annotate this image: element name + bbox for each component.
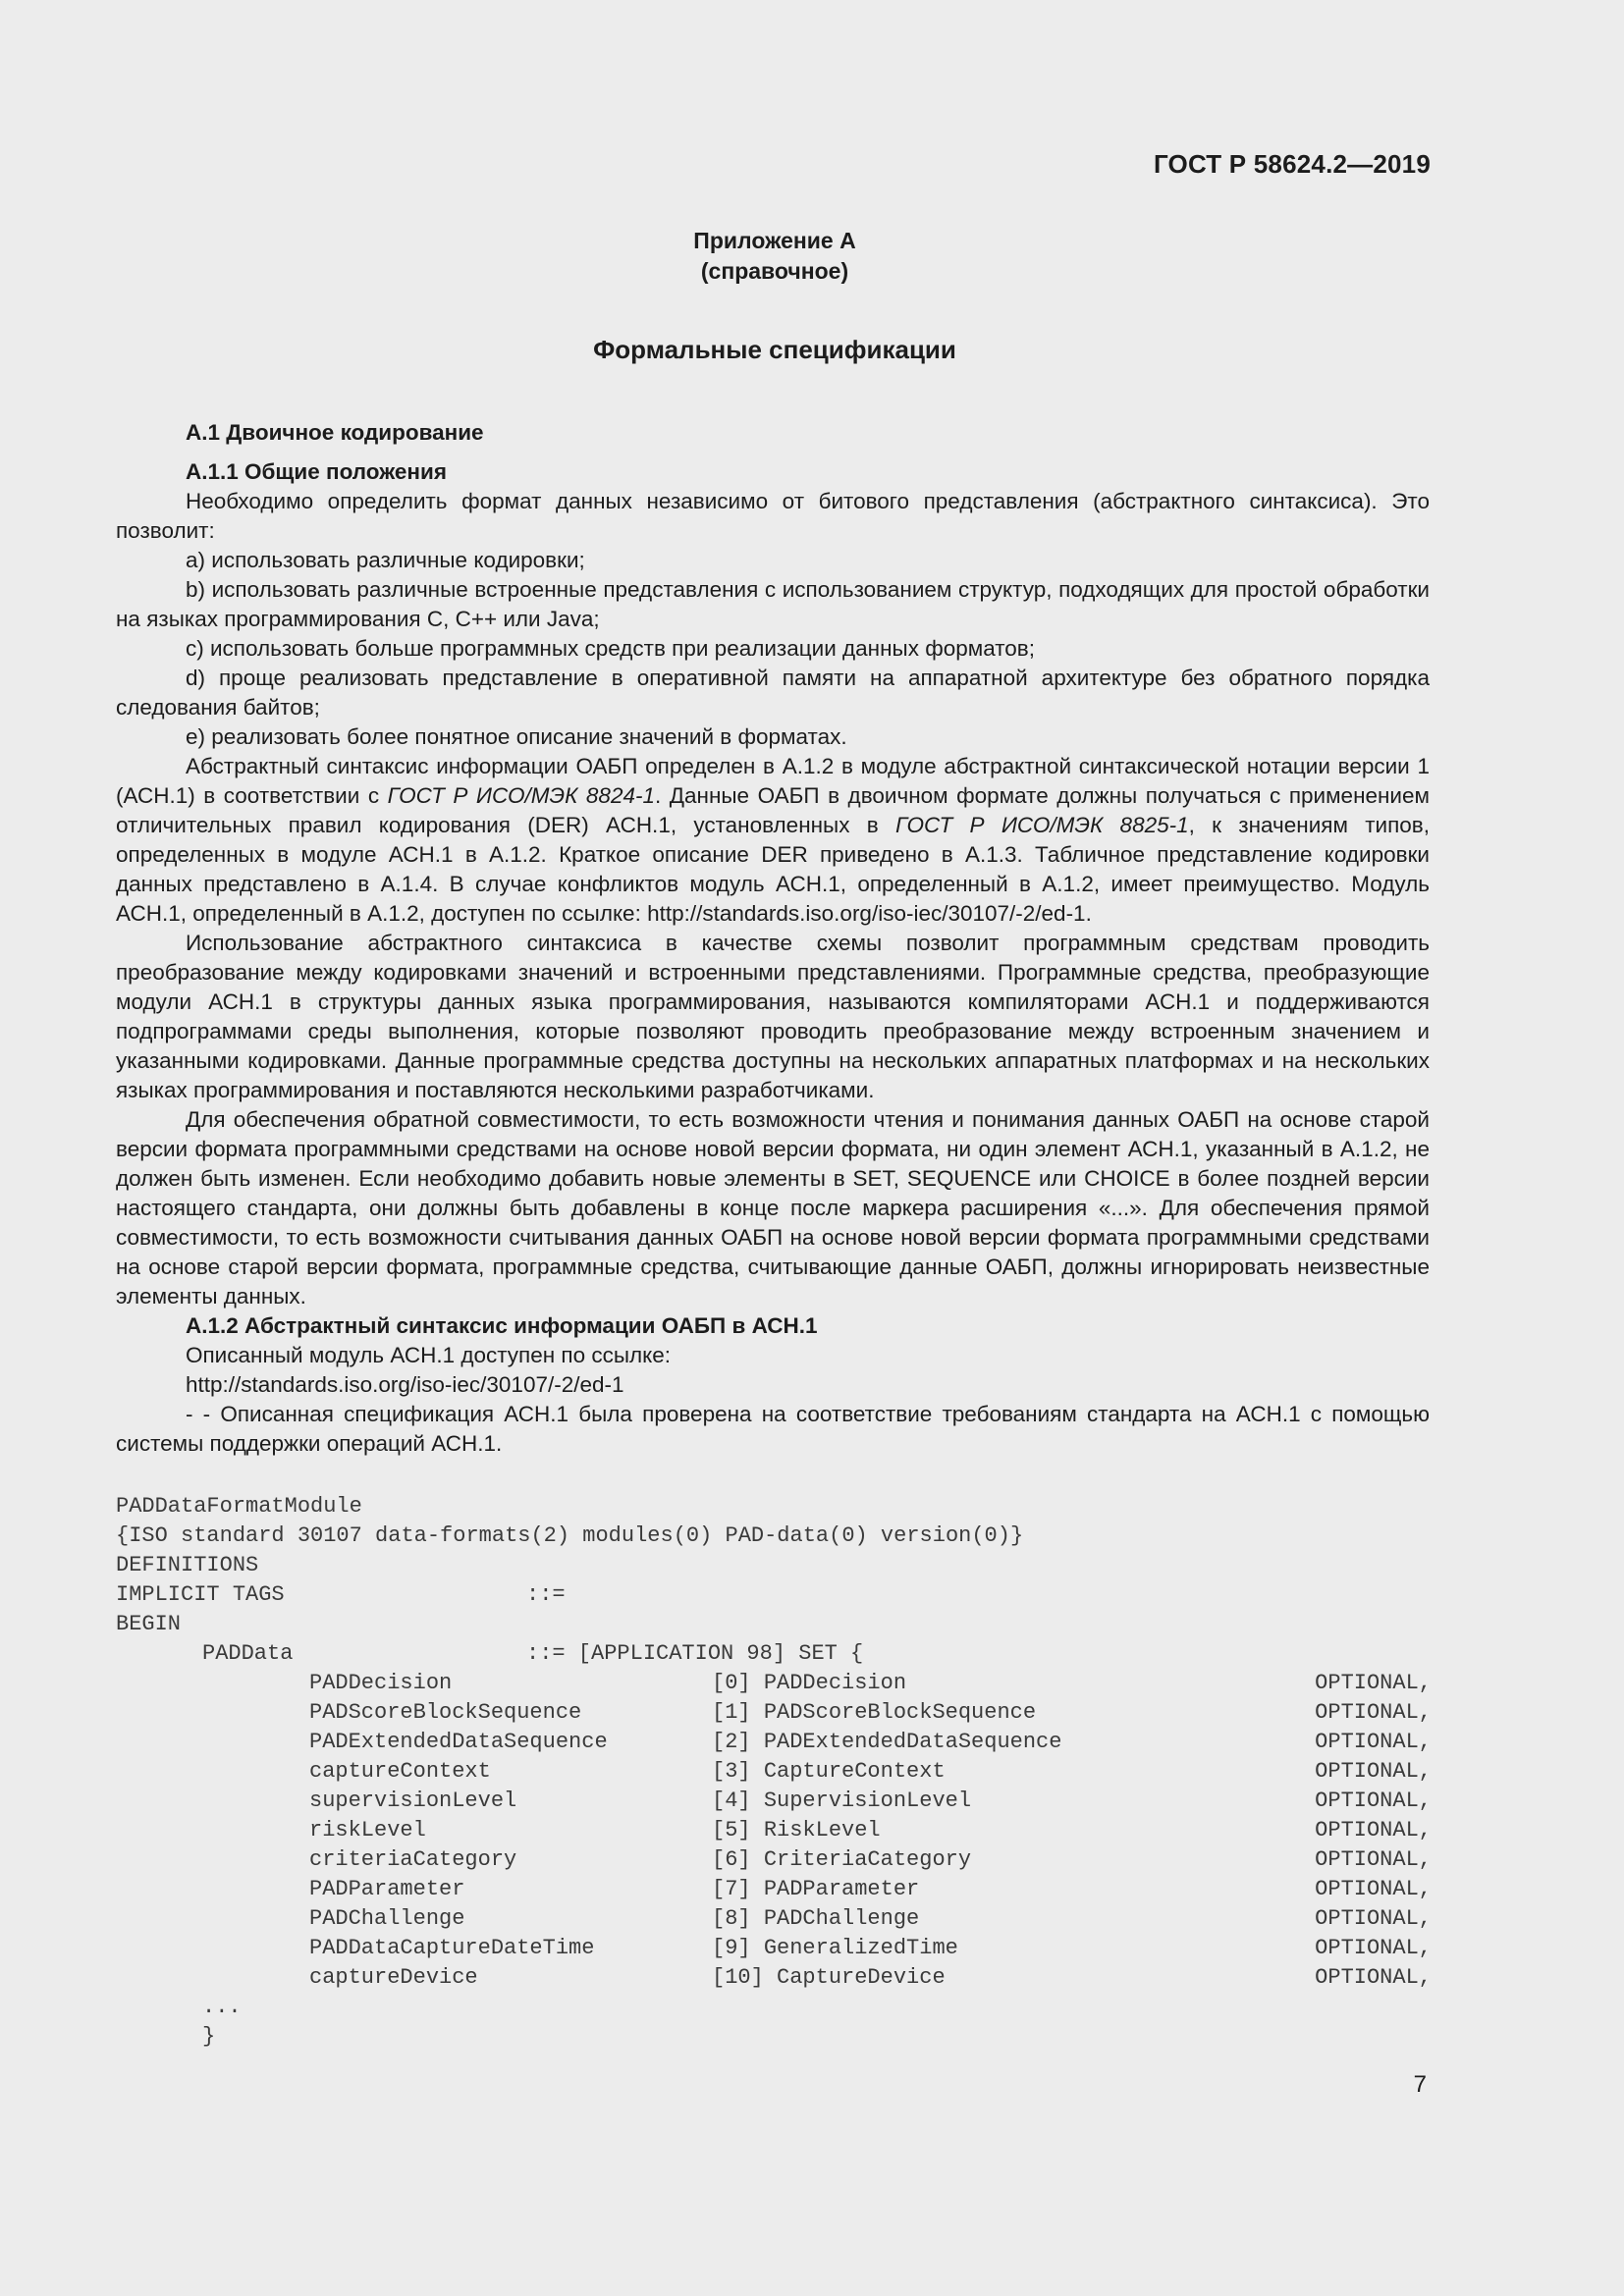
field-optional: OPTIONAL,: [1315, 1671, 1432, 1695]
code-ellipsis: ...: [202, 1995, 242, 2019]
section-heading-a12: А.1.2 Абстрактный синтаксис информации ОАБП в АСН.1: [186, 1313, 818, 1338]
field-tag-type: [712, 1698, 1036, 1728]
field-optional: OPTIONAL,: [1315, 1847, 1432, 1872]
code-definitions: DEFINITIONS: [116, 1553, 259, 1577]
field-tag-type: [712, 1787, 971, 1816]
field-tag-type: [712, 1934, 958, 1963]
code-field-row: [116, 1845, 1432, 1875]
asn1-code-block: [116, 1492, 1432, 2052]
field-optional: OPTIONAL,: [1315, 1700, 1432, 1725]
code-field-row: [116, 1787, 1432, 1816]
document-title: Формальные спецификации: [593, 335, 956, 364]
code-implicit-tags: IMPLICIT TAGS: [116, 1582, 285, 1607]
code-field-row: [116, 1904, 1432, 1934]
section-heading-a11: А.1.1 Общие положения: [186, 459, 447, 484]
verification-note: - - Описанная спецификация АСН.1 была проверена на соответствие требованиям стандарта на АСН.1 с помощью системы поддержки операций АСН.1.: [116, 1402, 1430, 1456]
field-name: supervisionLevel: [309, 1789, 517, 1813]
paragraph-compatibility: Для обеспечения обратной совместимости, то есть возможности чтения и понимания данных ОАБП на основе старой версии формата программными средствами на основе новой версии формата, ни один элемент АСН.1, указанный в А.1.2, не должен быть изменен. Если необходимо добавить новые элементы в SET, SEQUENCE или CHOICE в более поздней версии настоящего стандарта, они должны быть добавлены в конце после маркера расширения «...». Для обеспечения прямой совместимости, то есть возможности считывания данных ОАБП на основе новой версии формата программными средствами на основе старой версии формата, программные средства, считывающие данные ОАБП, должны игнорировать неизвестные элементы данных.: [116, 1107, 1430, 1308]
page-number: 7: [1413, 2071, 1427, 2098]
field-tag-type: [712, 1816, 881, 1845]
module-url: http://standards.iso.org/iso-iec/30107/-2/ed-1: [186, 1372, 624, 1397]
field-type: PADChallenge: [763, 1906, 920, 1931]
field-tag-type: [712, 1904, 919, 1934]
list-item: b) использовать различные встроенные представления с использованием структур, подходящих для простой обработки на языках программирования C, C++ или Java;: [116, 577, 1430, 631]
paragraph-syntax-part-a: Абстрактный синтаксис информации ОАБП определен в А.1.2 в модуле абстрактной синтаксической нотации версии 1 (АСН.1) в соответствии с: [116, 754, 1430, 808]
section-heading-a1: А.1 Двоичное кодирование: [186, 420, 484, 445]
field-tag: [6]: [712, 1847, 751, 1872]
field-optional: OPTIONAL,: [1315, 1906, 1432, 1931]
code-module-name: PADDataFormatModule: [116, 1494, 362, 1519]
reference-gost-8824-1: ГОСТ Р ИСО/МЭК 8824-1: [387, 783, 655, 808]
field-type: CaptureDevice: [777, 1965, 946, 1990]
field-name: PADParameter: [309, 1877, 465, 1901]
field-type: GeneralizedTime: [763, 1936, 958, 1960]
field-tag: [1]: [712, 1700, 751, 1725]
field-type: PADParameter: [763, 1877, 920, 1901]
field-type: CriteriaCategory: [763, 1847, 972, 1872]
paragraph-schema: Использование абстрактного синтаксиса в качестве схемы позволит программным средствам проводить преобразование между кодировками значений и встроенными представлениями. Программные средства, преобразующие модули АСН.1 в структуры данных языка программирования, называются компиляторами АСН.1 и поддерживаются подпрограммами среды выполнения, которые позволяют проводить преобразование между встроенным значением и указанными кодировками. Данные программные средства доступны на нескольких аппаратных платформах и на нескольких языках программирования и поставляются несколькими разработчиками.: [116, 931, 1430, 1102]
field-tag: [10]: [712, 1965, 764, 1990]
code-field-row: [116, 1875, 1432, 1904]
field-tag-type: [712, 1845, 971, 1875]
list-item: a) использовать различные кодировки;: [186, 548, 585, 572]
field-type: CaptureContext: [763, 1759, 946, 1784]
paragraph-intro: Необходимо определить формат данных независимо от битового представления (абстрактного синтаксиса). Это позволит:: [116, 489, 1430, 543]
field-tag: [4]: [712, 1789, 751, 1813]
annex-heading: [0, 226, 1549, 287]
field-tag-type: [712, 1728, 1061, 1757]
field-tag: [8]: [712, 1906, 751, 1931]
code-field-row: [116, 1698, 1432, 1728]
list-item: c) использовать больше программных средств при реализации данных форматов;: [186, 636, 1035, 661]
field-optional: OPTIONAL,: [1315, 1730, 1432, 1754]
field-optional: OPTIONAL,: [1315, 1936, 1432, 1960]
field-name: captureContext: [309, 1759, 491, 1784]
field-tag: [5]: [712, 1818, 751, 1842]
field-optional: OPTIONAL,: [1315, 1759, 1432, 1784]
field-name: captureDevice: [309, 1965, 478, 1990]
field-name: criteriaCategory: [309, 1847, 517, 1872]
field-tag-type: [712, 1757, 946, 1787]
code-field-row: [116, 1963, 1432, 1993]
field-tag: [3]: [712, 1759, 751, 1784]
code-assign: ::=: [526, 1582, 566, 1607]
field-name: PADDataCaptureDateTime: [309, 1936, 595, 1960]
code-type-name: PADData: [202, 1641, 294, 1666]
field-tag: [0]: [712, 1671, 751, 1695]
field-tag: [2]: [712, 1730, 751, 1754]
field-type: PADExtendedDataSequence: [763, 1730, 1062, 1754]
field-type: PADScoreBlockSequence: [763, 1700, 1037, 1725]
code-begin: BEGIN: [116, 1612, 182, 1636]
field-optional: OPTIONAL,: [1315, 1818, 1432, 1842]
list-item: e) реализовать более понятное описание значений в форматах.: [186, 724, 847, 749]
annex-type: (справочное): [700, 258, 849, 284]
code-type-def: ::= [APPLICATION 98] SET {: [526, 1641, 864, 1666]
field-type: RiskLevel: [763, 1818, 881, 1842]
field-tag-type: [712, 1669, 906, 1698]
field-tag: [9]: [712, 1936, 751, 1960]
list-item: d) проще реализовать представление в оперативной памяти на аппаратной архитектуре без обратного порядка следования байтов;: [116, 666, 1430, 720]
field-type: SupervisionLevel: [763, 1789, 972, 1813]
code-field-row: [116, 1757, 1432, 1787]
field-name: PADDecision: [309, 1671, 453, 1695]
field-tag: [7]: [712, 1877, 751, 1901]
annex-title: Приложение А: [693, 228, 856, 253]
code-field-row: [116, 1728, 1432, 1757]
code-field-row: [116, 1934, 1432, 1963]
field-optional: OPTIONAL,: [1315, 1789, 1432, 1813]
body-text: [116, 418, 1430, 1459]
field-optional: OPTIONAL,: [1315, 1877, 1432, 1901]
field-name: PADExtendedDataSequence: [309, 1730, 608, 1754]
paragraph-syntax: [116, 752, 1430, 929]
field-type: PADDecision: [763, 1671, 907, 1695]
paragraph-syntax-part-b: . Данные ОАБП в двоичном формате должны получаться с применением отличительных правил кодирования (DER) АСН.1, установленных в: [116, 783, 1430, 837]
paragraph-syntax-part-c: , к значениям типов, определенных в модуле АСН.1 в А.1.2. Краткое описание DER приведено в А.1.3. Табличное представление кодировки данных представлено в А.1.4. В случае конфликтов модуль АСН.1, определенный в А.1.2, имеет преимущество. Модуль АСН.1, определенный в А.1.2, доступен по ссылке: http://standards.iso.org/iso-iec/30107/-2/ed-1.: [116, 813, 1430, 926]
code-oid: {ISO standard 30107 data-formats(2) modules(0) PAD-data(0) version(0)}: [116, 1523, 1024, 1548]
field-tag-type: [712, 1963, 946, 1993]
code-close-brace: }: [202, 2024, 216, 2049]
reference-gost-8825-1: ГОСТ Р ИСО/МЭК 8825-1: [895, 813, 1189, 837]
code-field-row: [116, 1816, 1432, 1845]
standard-designation: ГОСТ Р 58624.2—2019: [1153, 149, 1431, 179]
field-name: riskLevel: [309, 1818, 426, 1842]
field-tag-type: [712, 1875, 919, 1904]
code-field-row: [116, 1669, 1432, 1698]
field-name: PADChallenge: [309, 1906, 465, 1931]
field-optional: OPTIONAL,: [1315, 1965, 1432, 1990]
field-name: PADScoreBlockSequence: [309, 1700, 582, 1725]
module-availability-text: Описанный модуль АСН.1 доступен по ссылке:: [186, 1343, 672, 1367]
